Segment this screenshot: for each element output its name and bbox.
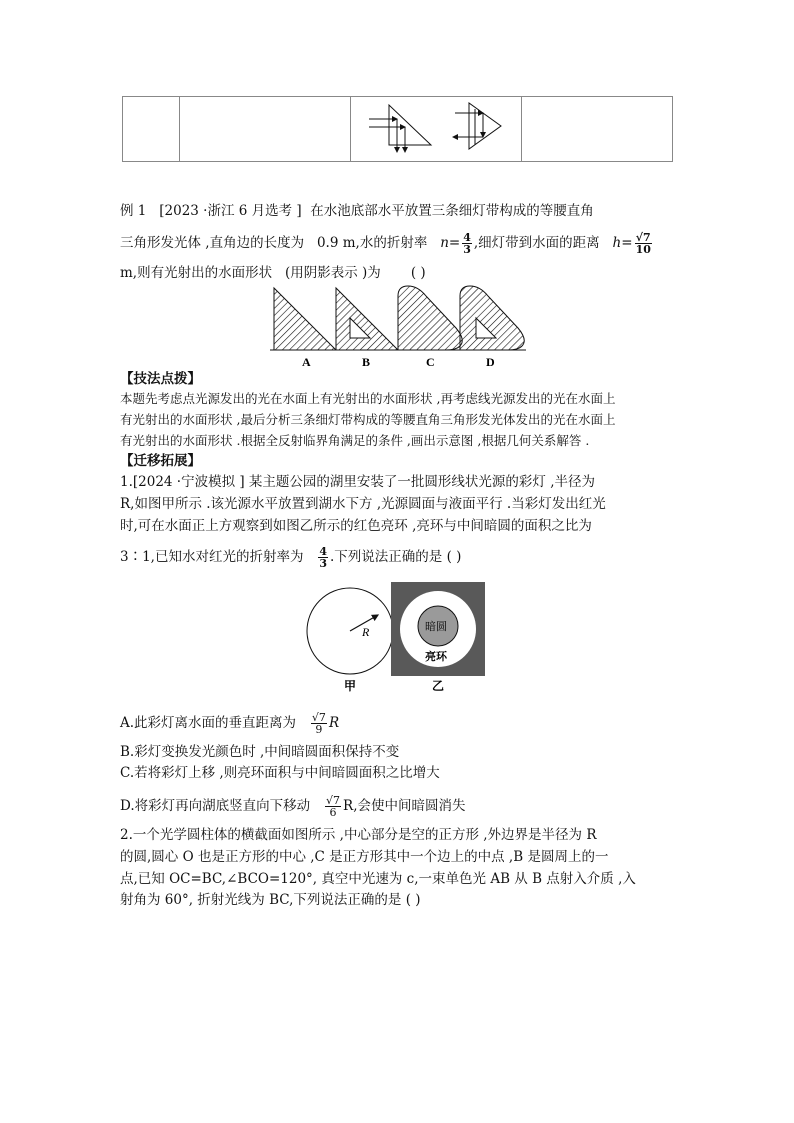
radius-label: R [362,625,370,639]
example-text: m,则有光射出的水面形状 [120,265,273,281]
q1-option-d [120,795,466,818]
option-c-shape [398,286,462,350]
q1-line [120,546,461,569]
table-cell [123,97,180,162]
option-a-shape [274,288,336,350]
example-line-1 [120,202,594,220]
figure-label-jia: 甲 [344,679,357,693]
n-symbol: n= [440,235,461,251]
q1-figure [300,580,500,695]
q2-line: 2.一个光学圆柱体的横截面如图所示 ,中心部分是空的正方形 ,外边界是半径为 R [120,827,597,843]
tips-heading: 【技法点拨】 [120,371,201,387]
q2-line: 射角为 60°, 折射光线为 BC,下列说法正确的是 ( ) [120,892,421,908]
example-text: 三角形发光体 ,直角边的长度为 [120,235,305,251]
option-d-shape [460,286,524,350]
q1-line: 1.[2024 ·宁波模拟 ] 某主题公园的湖里安装了一批圆形线状光源的彩灯 ,半径为 [120,474,596,490]
q1-text: .下列说法正确的是 ( ) [330,549,462,565]
q1-text: 3∶1,已知水对红光的折射率为 [120,549,304,565]
refractive-fraction: $\frac{4}{3}$ [319,545,328,570]
example-text: 0.9 m,水的折射率 [316,235,428,251]
option-label-d: D [486,355,495,369]
option-text: R [328,715,340,731]
h-fraction: $\frac{√7}{10}$ [635,231,651,256]
h-symbol: h= [612,235,633,251]
q1-option-b: B.彩灯变换发光颜色时 ,中间暗圆面积保持不变 [120,744,400,760]
table-cell [180,97,351,162]
table-cell-prism-figures [351,97,522,162]
bright-ring-label: 亮环 [425,650,447,663]
option-label-b: B [362,355,371,369]
q1-line: R,如图甲所示 .该光源水平放置到湖水下方 ,光源圆面与液面平行 .当彩灯发出红光 [120,496,606,512]
q2-line: 的圆,圆心 O 也是正方形的中心 ,C 是正方形其中一个边上的中点 ,B 是圆周上的一 [120,849,609,865]
n-fraction: $\frac{4}{3}$ [463,231,471,256]
option-text: A.此彩灯离水面的垂直距离为 [120,715,297,731]
dark-circle-label: 暗圆 [425,620,447,633]
q1-option-a [120,712,339,735]
example-label: 例 1 [120,203,147,219]
options-figure [270,284,530,370]
prism-table [122,96,673,162]
prism-diagram [351,97,521,157]
option-label-c: C [426,355,435,369]
answer-blank: ( ) [410,265,426,281]
table-cell [522,97,673,162]
example-text: 在水池底部水平放置三条细灯带构成的等腰直角 [310,203,594,219]
extension-heading: 【迁移拓展】 [120,453,201,469]
option-text: R,会使中间暗圆消失 [343,798,466,814]
q1-line: 时,可在水面正上方观察到如图乙所示的红色亮环 ,亮环与中间暗圆的面积之比为 [120,518,592,534]
tips-line: 有光射出的水面形状 .根据全反射临界角满足的条件 ,画出示意图 ,根据几何关系解答 . [120,433,590,448]
q2-line: 点,已知 OC=BC,∠BCO=120°, 真空中光速为 c,一束单色光 AB 从 B 点射入介质 ,入 [120,871,636,887]
example-text: ,细灯带到水面的距离 [473,235,600,251]
example-text: (用阴影表示 )为 [284,265,381,281]
option-b-shape [336,288,398,350]
example-line-2 [120,232,654,255]
option-d-fraction: $\frac{√7}{6}$ [326,794,341,819]
example-source: [2023 ·浙江 6 月选考 ] [159,203,302,219]
figure-label-yi: 乙 [432,679,445,693]
option-a-fraction: $\frac{√7}{9}$ [311,711,326,736]
tips-line: 本题先考虑点光源发出的光在水面上有光射出的水面形状 ,再考虑线光源发出的光在水面上 [120,391,616,406]
option-label-a: A [302,355,311,369]
example-line-3 [120,264,426,282]
option-text: D.将彩灯再向湖底竖直向下移动 [120,798,311,814]
q1-option-c: C.若将彩灯上移 ,则亮环面积与中间暗圆面积之比增大 [120,765,440,781]
tips-line: 有光射出的水面形状 ,最后分析三条细灯带构成的等腰直角三角形发光体发出的光在水面上 [120,412,616,427]
